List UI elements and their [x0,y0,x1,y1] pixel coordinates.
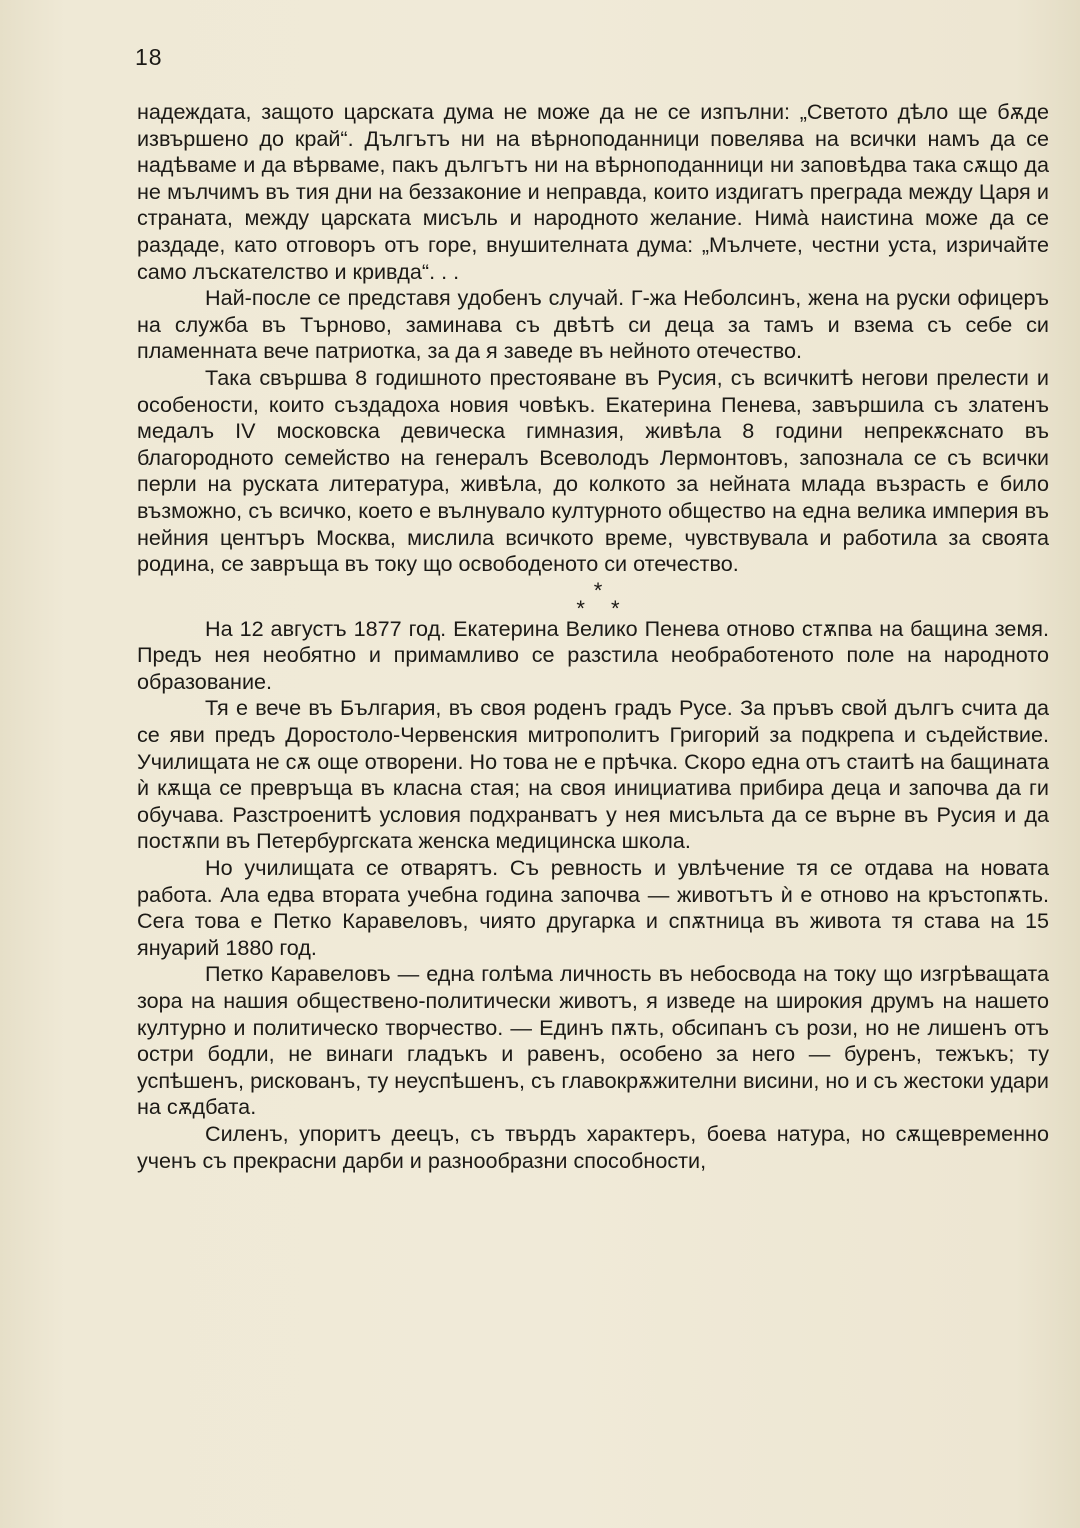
paragraph: Най-после се представя удобенъ случай. Г-жа Неболсинъ, жена на руски офицеръ на служба въ Търново, заминава съ двѣтѣ си деца за тамъ и взема съ себе си пламенната вече патриотка, за да я заведе въ нейното отечество. [137,285,1049,364]
paragraph-continued: надеждата, защото царската дума не може да не се изпълни: „Светото дѣло ще бѫде извършено до край“. Дългътъ ни на вѣрноподанници повелява на всички намъ да се надѣваме и да вѣрваме, пакъ дългътъ ни на вѣрноподанници ни заповѣдва така сѫщо да не мълчимъ въ тия дни на беззаконие и неправда, които издигатъ преграда между Царя и страната, между царската мисъль и народното желание. Нима̀ наистина може да се раздаде, като отговоръ отъ горе, внушителната дума: „Мълчете, честни уста, изричайте само лъскателство и кривда“. . . [137,99,1049,284]
paragraph: Силенъ, упоритъ деецъ, съ твърдъ характеръ, боева натура, но сѫщевременно ученъ съ прекрасни дарби и разнообразни способности, [137,1120,1049,1173]
paragraph: Така свършва 8 годишното престояване въ Русия, съ всичкитѣ негови прелести и особености, които създадоха новия човѣкъ. Екатерина Пенева, завършила съ златенъ медалъ IV московска девическа гимназия, живѣла 8 години непрекѫснато въ благородното семейство на генералъ Всеволодъ Лермонтовъ, запознала се съ всички перли на руската литература, живѣла, до колкото за нейната млада възрасть е било възможно, съ всичко, което е вълнувало културното общество на една велика империя въ нейния центъръ Москва, мислила всичкото време, чувствувала и работила за своята родина, се завръща въ току що освободеното си отечество. [137,364,1049,577]
body-text [137,99,1049,1174]
page-number: 18 [135,44,163,70]
paragraph: На 12 августъ 1877 год. Екатерина Велико Пенева отново стѫпва на бащина земя. Предъ нея необятно и примамливо се разстила необработеното поле на народното образование. [137,615,1049,694]
separator-star-top: * [593,577,613,603]
paragraph: Тя е вече въ България, въ своя роденъ градъ Русе. За пръвъ свой дългъ счита да се яви предъ Доростоло-Червенския митрополитъ Григорий за подкрепа и съдействие. Училищата не сѫ още отворени. Но това не е прѣчка. Скоро една отъ стаитѣ на бащината ѝ кѫща се превръща въ класна стая; на своя инициатива прибира деца и започва да ги обучава. Разстроенитѣ условия подхранватъ у нея мисъльта да се върне въ Русия и да постѫпи въ Петербургската женска медицинска школа. [137,695,1049,854]
section-separator [137,577,1049,621]
paragraph: Но училищата се отварятъ. Съ ревность и увлѣчение тя се отдава на новата работа. Ала едва втората учебна година започва — животътъ ѝ е отново на кръстопѫть. Сега това е Петко Каравеловъ, чиято другарка и спѫтница въ живота тя става на 15 януарий 1880 год. [137,855,1049,960]
paragraph: Петко Каравеловъ — една голѣма личность въ небосвода на току що изгрѣващата зора на нашия обществено-политически животъ, я изведе на широкия друмъ на нашето културно и политическо творчество. — Единъ пѫть, обсипанъ съ рози, но не лишенъ отъ остри бодли, не винаги гладъкъ и равенъ, особено за него — буренъ, тежъкъ; ту успѣшенъ, рискованъ, ту неуспѣшенъ, съ главокрѫжителни висини, но и съ жестоки удари на сѫдбата. [137,961,1049,1120]
separator-stars-bottom: * * [576,595,630,621]
